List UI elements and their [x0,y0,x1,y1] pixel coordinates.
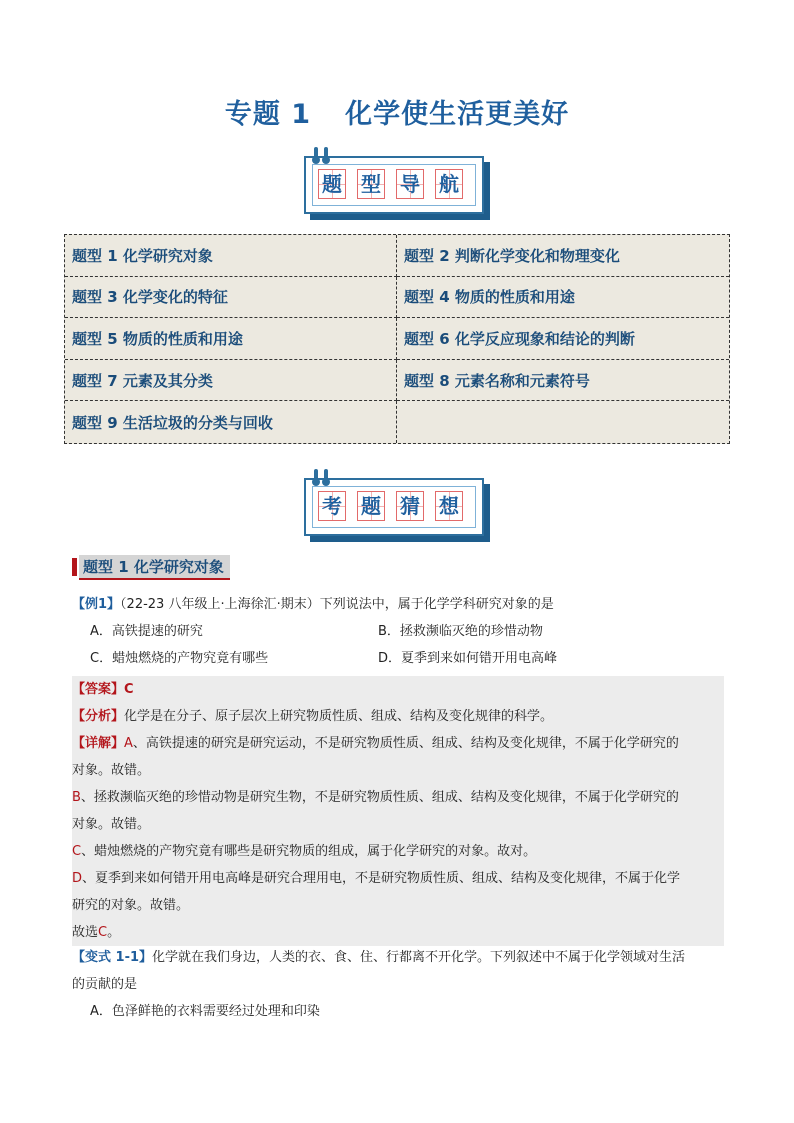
detail-b-text-cont: 对象。故错。 [72,817,151,832]
exam-guess-banner [304,478,488,540]
topic-cell[interactable]: 题型 8 元素名称和元素符号 [397,360,729,402]
topic-cell[interactable]: 题型 6 化学反应现象和结论的判断 [397,318,729,360]
section-marker-icon [72,558,77,576]
example-tag: 【例1】 [72,597,121,612]
topic-cell[interactable]: 题型 7 元素及其分类 [65,360,397,402]
conclusion-text: 故选 [72,925,99,940]
banner-char: 导 [396,169,424,199]
topic-cell[interactable]: 题型 3 化学变化的特征 [65,277,397,319]
section-heading-label: 题型 1 化学研究对象 [79,555,230,580]
answer-tag: 【答案】 [72,682,125,697]
conclusion-letter: C [98,925,108,940]
example-source: （22-23 八年级上·上海徐汇·期末） [120,597,320,612]
topic-cell-empty [397,401,729,443]
analysis-text: 化学是在分子、原子层次上研究物质性质、组成、结构及变化规律的科学。 [124,709,554,724]
banner-char: 题 [357,491,385,521]
topic-cell[interactable]: 题型 2 判断化学变化和物理变化 [397,235,729,277]
option-b: B．拯救濒临灭绝的珍惜动物 [378,624,543,639]
conclusion-end: 。 [107,925,121,940]
variant-option-a: A．色泽鲜艳的衣料需要经过处理和印染 [90,1004,320,1019]
topic-cell[interactable]: 题型 5 物质的性质和用途 [65,318,397,360]
variant-tag: 【变式 1-1】 [72,950,153,965]
option-a: A．高铁提速的研究 [90,624,203,639]
variant-text: 化学就在我们身边，人类的衣、食、住、行都离不开化学。下列叙述中不属于化学领域对生活 [152,950,686,965]
topic-cell[interactable]: 题型 9 生活垃圾的分类与回收 [65,401,397,443]
detail-a-text-cont: 对象。故错。 [72,763,151,778]
topic-table [64,234,730,444]
detail-d-letter: D [72,871,83,886]
example-question [72,591,724,672]
detail-c-text: 、蜡烛燃烧的产物究竟有哪些是研究物质的组成，属于化学研究的对象。故对。 [81,844,537,859]
banner-char: 题 [318,169,346,199]
topic-navigation-banner [304,156,488,218]
option-c: C．蜡烛燃烧的产物究竟有哪些 [90,651,269,666]
detail-tag: 【详解】 [72,736,125,751]
detail-d-text: 、夏季到来如何错开用电高峰是研究合理用电，不是研究物质性质、组成、结构及变化规律，不属于化学 [82,871,681,886]
banner-char: 考 [318,491,346,521]
analysis-tag: 【分析】 [72,709,125,724]
detail-b-text: 、拯救濒临灭绝的珍惜动物是研究生物，不是研究物质性质、组成、结构及变化规律，不属于化学研究的 [80,790,679,805]
answer-block [72,676,724,946]
answer-value: C [124,682,134,697]
banner-char: 想 [435,491,463,521]
variant-question [72,944,724,1025]
example-question-text: 下列说法中，属于化学学科研究对象的是 [319,597,554,612]
banner-char: 航 [435,169,463,199]
detail-a-letter: A [124,736,133,751]
section-heading [72,556,230,578]
detail-a-text: 、高铁提速的研究是研究运动，不是研究物质性质、组成、结构及变化规律，不属于化学研究的 [132,736,679,751]
binder-rings-icon [312,147,332,165]
detail-b-letter: B [72,790,81,805]
topic-cell[interactable]: 题型 1 化学研究对象 [65,235,397,277]
option-d: D．夏季到来如何错开用电高峰 [378,651,558,666]
detail-d-text-cont: 研究的对象。故错。 [72,898,190,913]
topic-cell[interactable]: 题型 4 物质的性质和用途 [397,277,729,319]
binder-rings-icon [312,469,332,487]
variant-text-cont: 的贡献的是 [72,977,138,992]
banner-char: 型 [357,169,385,199]
banner-char: 猜 [396,491,424,521]
detail-c-letter: C [72,844,82,859]
page-title: 专题 1 化学使生活更美好 [224,99,570,130]
